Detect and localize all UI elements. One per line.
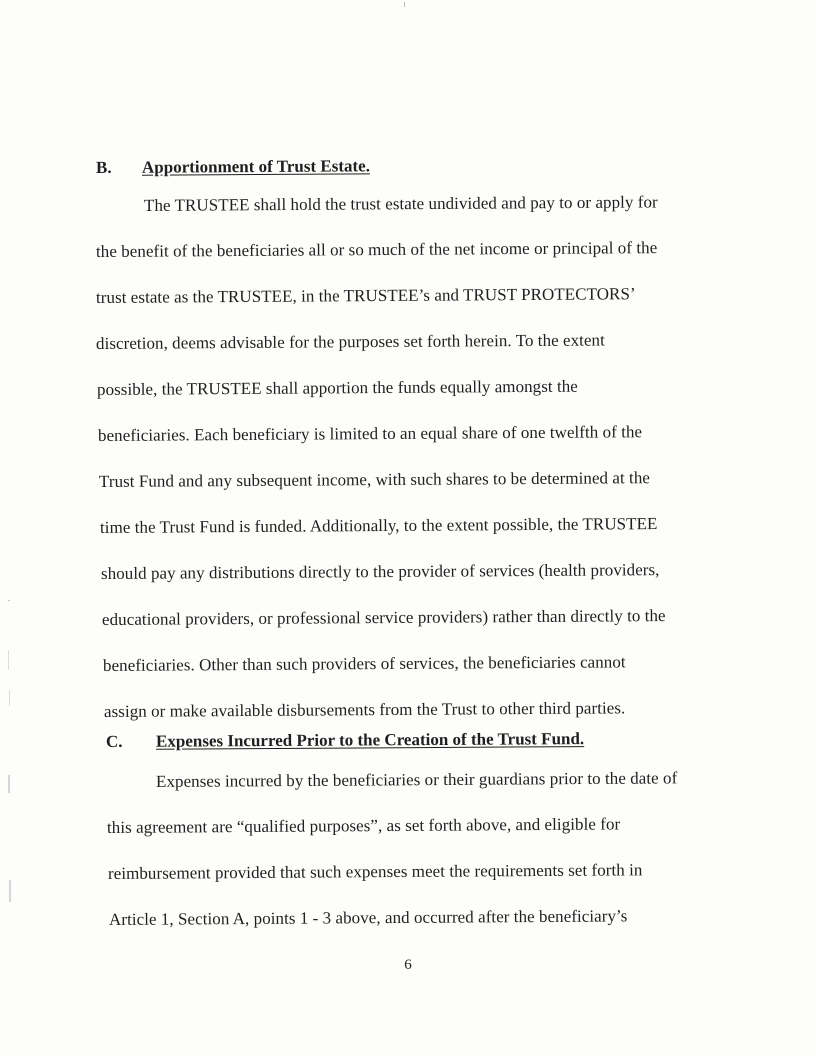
body-line: Trust Fund and any subsequent income, with such shares to be determined at the	[98, 468, 651, 491]
scan-artifact	[404, 2, 405, 7]
section-c-title: Expenses Incurred Prior to the Creation of the Trust Fund.	[155, 729, 585, 751]
scan-artifact	[8, 600, 10, 601]
scan-artifact	[8, 650, 9, 670]
body-line: possible, the TRUSTEE shall apportion the funds equally amongst the	[96, 376, 578, 399]
body-line: reimbursement provided that such expenses meet the requirements set forth in	[107, 860, 643, 883]
body-line: time the Trust Fund is funded. Additionally, to the extent possible, the TRUSTEE	[99, 514, 658, 537]
scan-artifact	[8, 775, 10, 793]
body-line: educational providers, or professional service providers) rather than directly to the	[101, 606, 666, 629]
section-c-letter: C.	[105, 731, 123, 751]
body-line: beneficiaries. Other than such providers of services, the beneficiaries cannot	[102, 652, 626, 675]
body-line: beneficiaries. Each beneficiary is limited to an equal share of one twelfth of the	[97, 422, 643, 445]
body-line: Article 1, Section A, points 1 - 3 above, and occurred after the beneficiary’s	[108, 906, 628, 929]
body-line: assign or make available disbursements from the Trust to other third parties.	[103, 698, 626, 721]
body-line: Expenses incurred by the beneficiaries or their guardians prior to the date of	[155, 768, 678, 791]
body-line: the benefit of the beneficiaries all or so much of the net income or principal of the	[95, 238, 658, 261]
page-number: 6	[404, 957, 412, 973]
section-b-heading	[96, 156, 370, 178]
body-line: discretion, deems advisable for the purposes set forth herein. To the extent	[95, 330, 605, 353]
section-c-heading	[106, 729, 584, 752]
scan-artifact	[9, 690, 10, 706]
section-b-letter: B.	[95, 157, 112, 177]
body-line: this agreement are “qualified purposes”, as set forth above, and eligible for	[106, 814, 621, 837]
body-line: should pay any distributions directly to the provider of services (health providers,	[100, 560, 660, 583]
body-line: The TRUSTEE shall hold the trust estate undivided and pay to or apply for	[143, 192, 658, 215]
body-line: trust estate as the TRUSTEE, in the TRUSTEE’s and TRUST PROTECTORS’	[95, 284, 636, 307]
section-b-title: Apportionment of Trust Estate.	[141, 156, 370, 177]
scan-artifact	[9, 880, 11, 902]
